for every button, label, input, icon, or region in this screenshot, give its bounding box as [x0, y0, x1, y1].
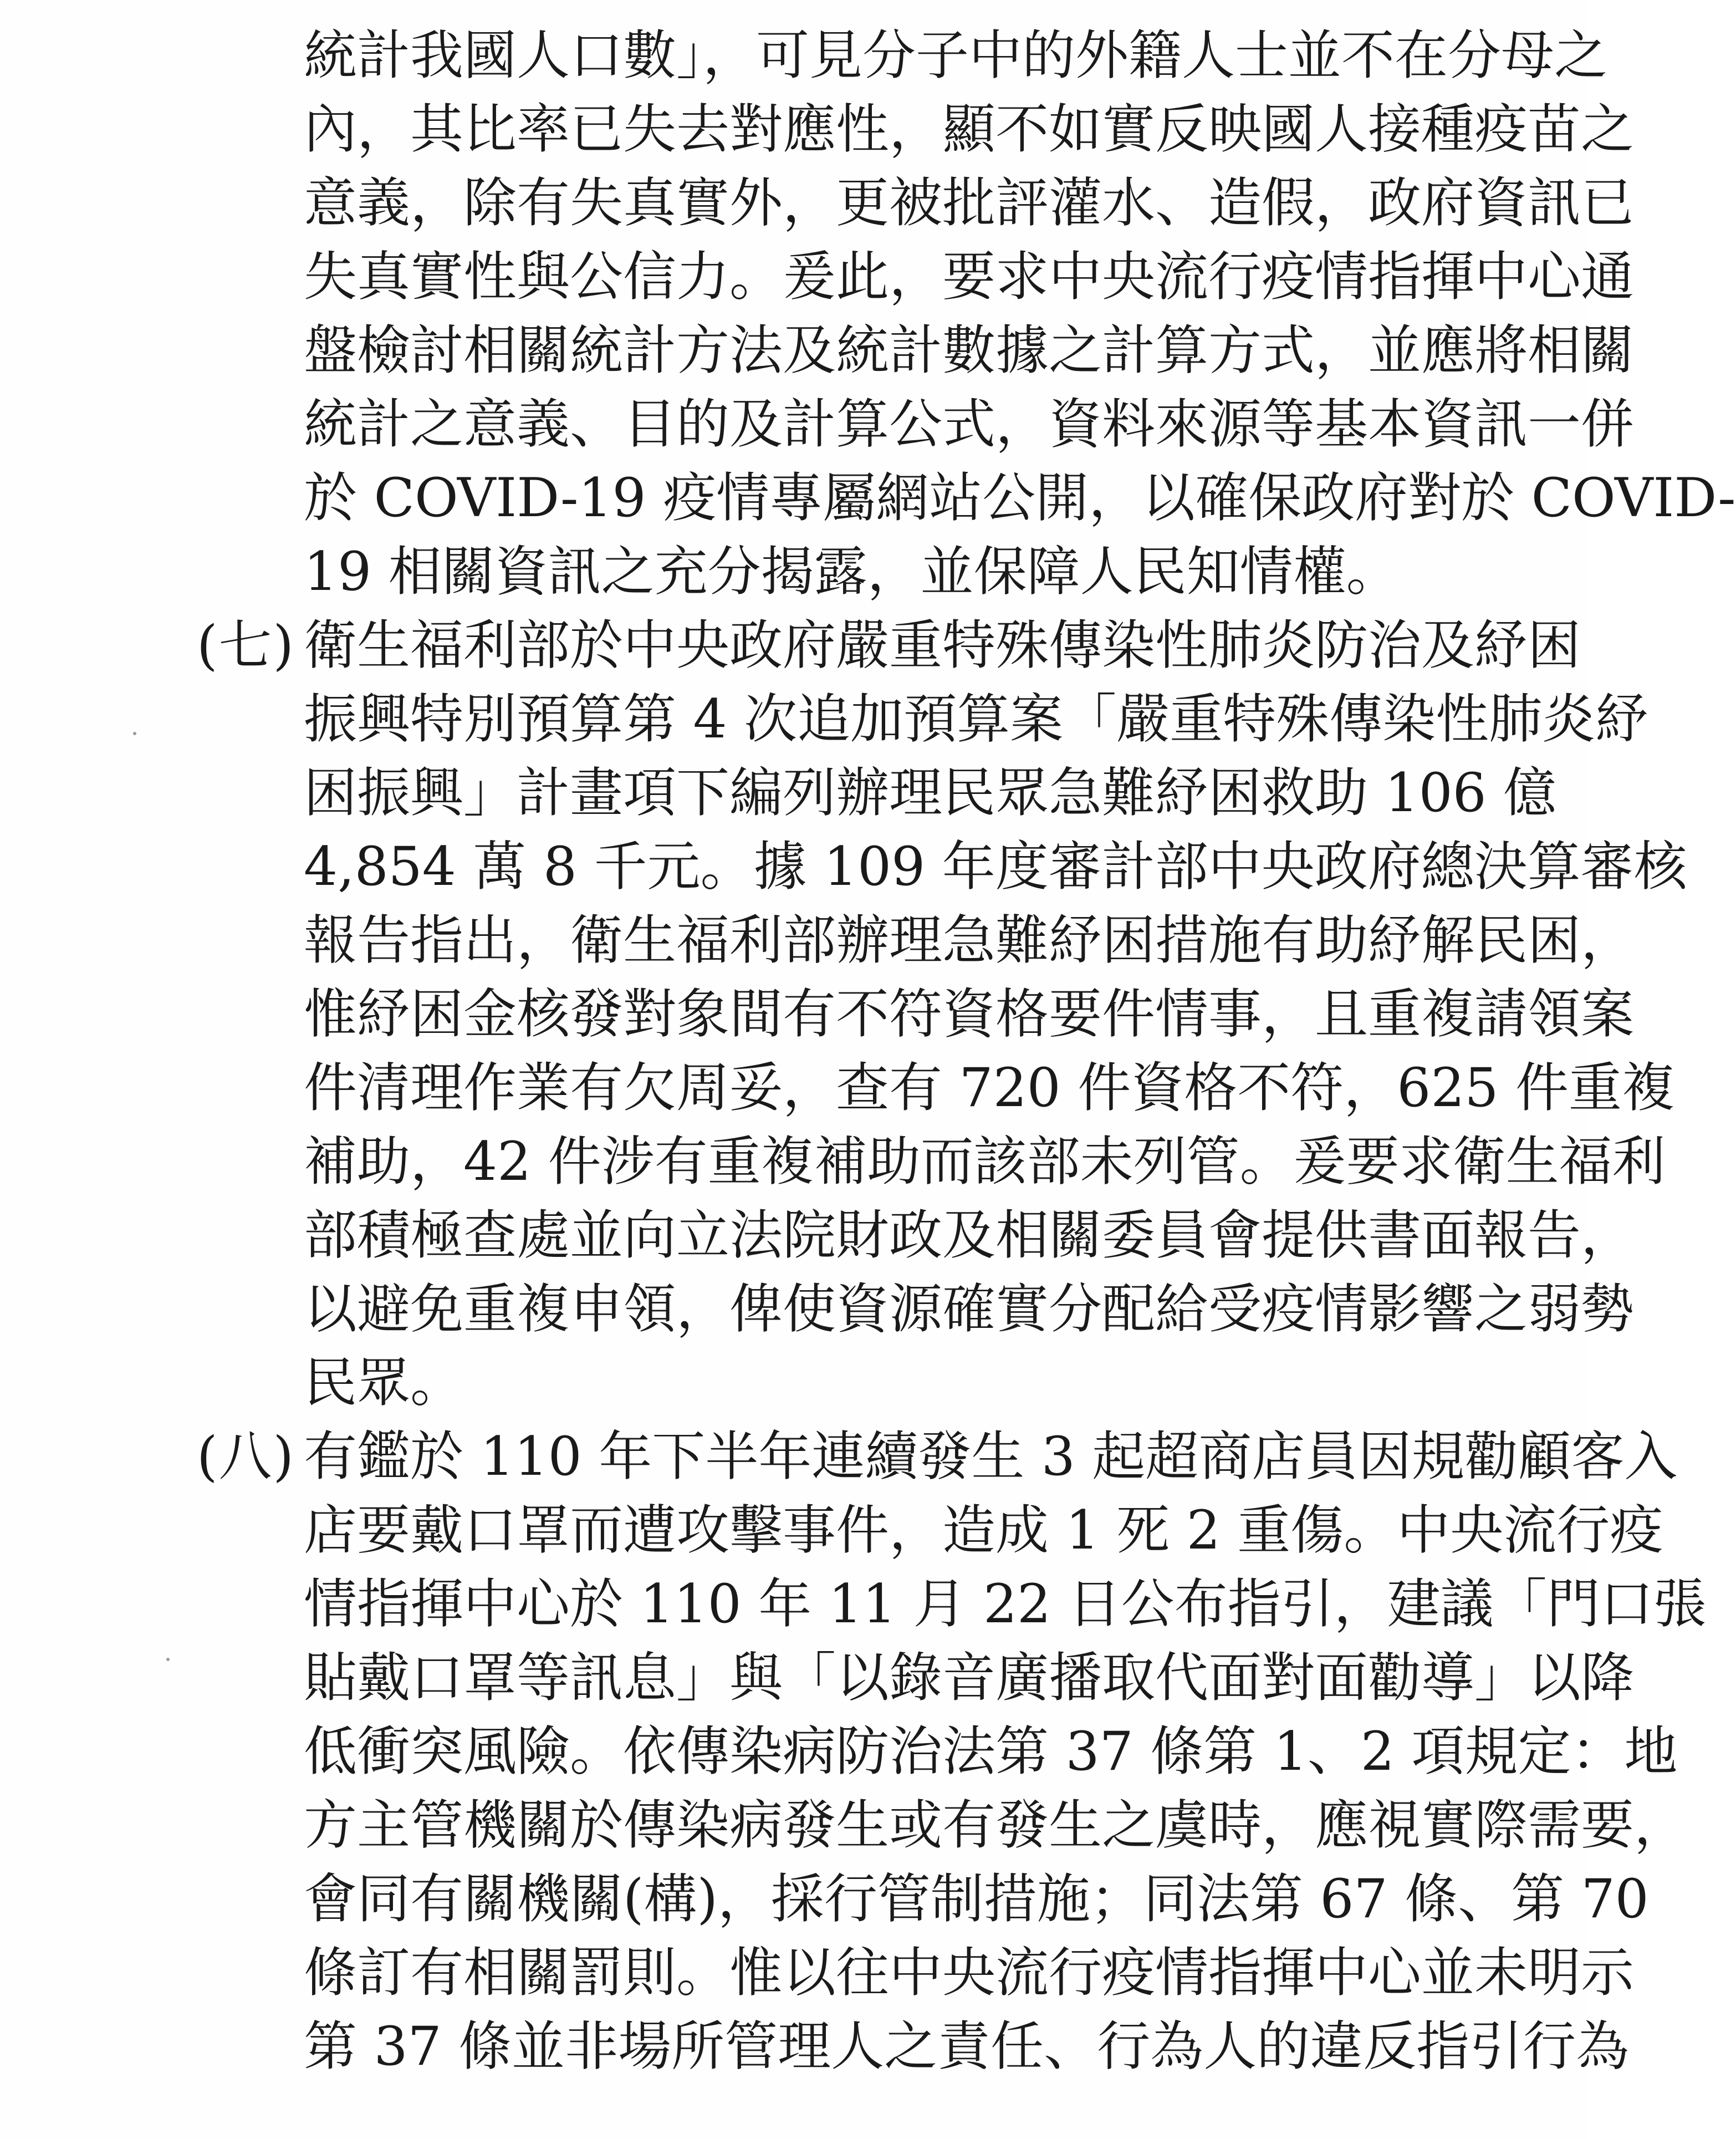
- text-line: 衛生福利部於中央政府嚴重特殊傳染性肺炎防治及紓困: [304, 614, 1581, 676]
- scan-speck: [166, 1658, 170, 1661]
- text-line: 報告指出，衛生福利部辦理急難紓困措施有助紓解民困，: [304, 909, 1634, 971]
- text-line: 部積極查處並向立法院財政及相關委員會提供書面報告，: [304, 1204, 1634, 1266]
- text-line: 惟紓困金核發對象間有不符資格要件情事，且重複請領案: [304, 983, 1634, 1045]
- text-line: 件清理作業有欠周妥，查有 720 件資格不符，625 件重複: [304, 1057, 1676, 1119]
- text-line: 貼戴口罩等訊息」與「以錄音廣播取代面對面勸導」以降: [304, 1647, 1634, 1709]
- text-line: 方主管機關於傳染病發生或有發生之虞時，應視實際需要，: [304, 1794, 1687, 1856]
- text-line: 統計我國人口數」，可見分子中的外籍人士並不在分母之: [304, 24, 1607, 86]
- text-line: 振興特別預算第 4 次追加預算案「嚴重特殊傳染性肺炎紓: [304, 688, 1649, 750]
- text-line: 補助，42 件涉有重複補助而該部未列管。爰要求衛生福利: [304, 1130, 1666, 1193]
- text-line: 以避免重複申領，俾使資源確實分配給受疫情影響之弱勢: [304, 1278, 1634, 1340]
- text-line: 有鑑於 110 年下半年連續發生 3 起超商店員因規勸顧客入: [304, 1425, 1678, 1488]
- scan-speck: [133, 732, 136, 735]
- text-line: 困振興」計畫項下編列辦理民眾急難紓困救助 106 億: [304, 762, 1557, 824]
- text-line: 內，其比率已失去對應性，顯不如實反映國人接種疫苗之: [304, 98, 1634, 160]
- text-line: 盤檢討相關統計方法及統計數據之計算方式，並應將相關: [304, 319, 1634, 381]
- text-line: 失真實性與公信力。爰此，要求中央流行疫情指揮中心通: [304, 246, 1634, 308]
- item-8-marker: (八): [197, 1425, 295, 1488]
- text-line: 店要戴口罩而遭攻擊事件，造成 1 死 2 重傷。中央流行疫: [304, 1499, 1663, 1561]
- text-line: 統計之意義、目的及計算公式，資料來源等基本資訊一併: [304, 393, 1634, 455]
- item-7-marker: (七): [197, 614, 295, 676]
- text-line: 19 相關資訊之充分揭露，並保障人民知情權。: [304, 541, 1400, 603]
- text-line: 4,854 萬 8 千元。據 109 年度審計部中央政府總決算審核: [304, 836, 1687, 898]
- text-line: 會同有關機關(構)，採行管制措施；同法第 67 條、第 70: [304, 1868, 1649, 1930]
- text-line: 意義，除有失真實外，更被批評灌水、造假，政府資訊已: [304, 172, 1634, 234]
- text-line: 於 COVID-19 疫情專屬網站公開，以確保政府對於 COVID-: [304, 467, 1736, 529]
- text-line: 條訂有相關罰則。惟以往中央流行疫情指揮中心並未明示: [304, 1942, 1634, 2004]
- text-line: 民眾。: [304, 1352, 463, 1414]
- text-line: 情指揮中心於 110 年 11 月 22 日公布指引，建議「門口張: [304, 1573, 1707, 1635]
- text-line: 第 37 條並非場所管理人之責任、行為人的違反指引行為: [304, 2015, 1630, 2077]
- text-line: 低衝突風險。依傳染病防治法第 37 條第 1、2 項規定：地: [304, 1720, 1678, 1783]
